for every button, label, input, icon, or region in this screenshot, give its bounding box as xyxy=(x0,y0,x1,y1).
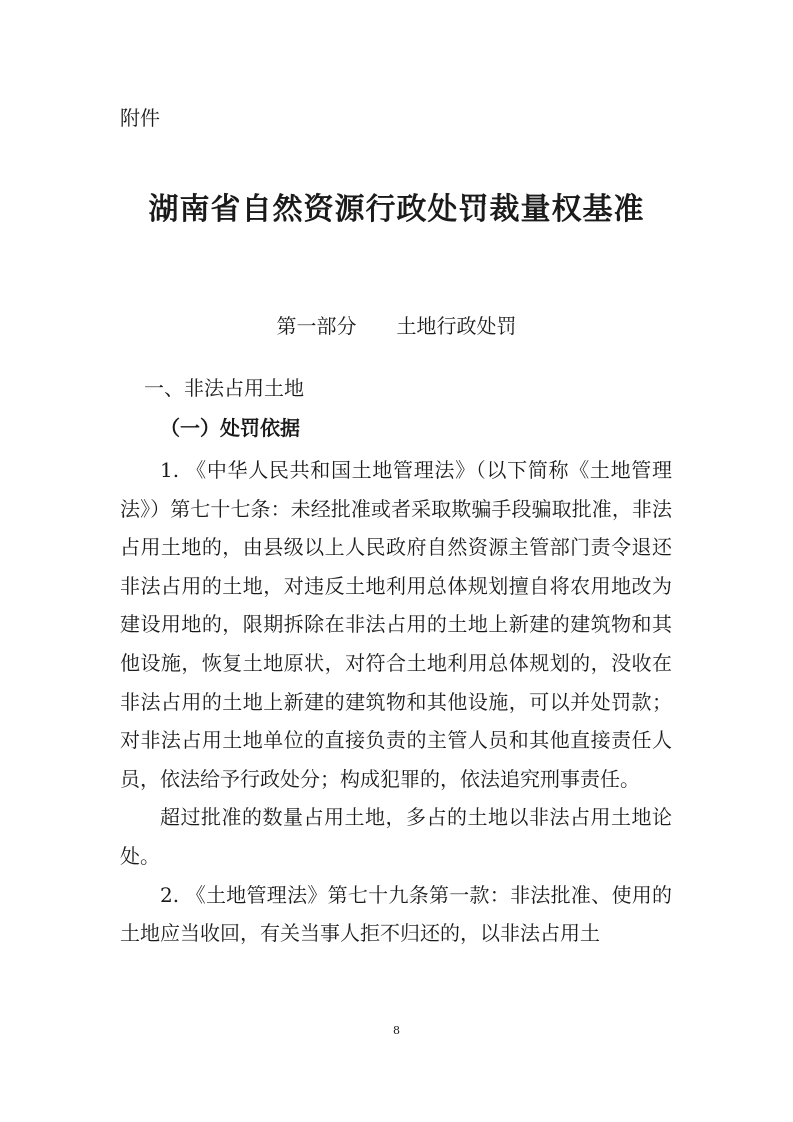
part-title xyxy=(0,312,793,340)
page-number: 8 xyxy=(393,1024,400,1037)
paragraph-excess-occupation: 超过批准的数量占用土地，多占的土地以非法占用土地论处。 xyxy=(120,805,672,868)
attachment-label: 附件 xyxy=(120,106,160,130)
paragraph-article-79: 2. 《土地管理法》第七十九条第一款：非法批准、使用的土地应当收回，有关当事人拒不归还的，以非法占用土 xyxy=(120,882,672,946)
body-text xyxy=(120,451,672,953)
subsection-heading: （一）处罚依据 xyxy=(160,416,300,440)
part-number: 第一部分 xyxy=(276,314,357,338)
part-name: 土地行政处罚 xyxy=(396,314,517,338)
paragraph-article-77: 1. 《中华人民共和国土地管理法》（以下简称《土地管理法》）第七十七条：未经批准或者采取欺骗手段骗取批准，非法占用土地的，由县级以上人民政府自然资源主管部门责令退还非法占用的土地，对违反土地利用总体规划擅自将农用地改为建设用地的，限期拆除在非法占用的土地上新建的建筑物和其他设施，恢复土地原状，对符合土地利用总体规划的，没收在非法占用的土地上新建的建筑物和其他设施，可以并处罚款；对非法占用土地单位的直接负责的主管人员和其他直接责任人员，依法给予行政处分；构成犯罪的，依法追究刑事责任。 xyxy=(120,458,672,791)
section-heading: 一、非法占用土地 xyxy=(144,376,304,400)
document-title: 湖南省自然资源行政处罚裁量权基准 xyxy=(148,192,645,227)
